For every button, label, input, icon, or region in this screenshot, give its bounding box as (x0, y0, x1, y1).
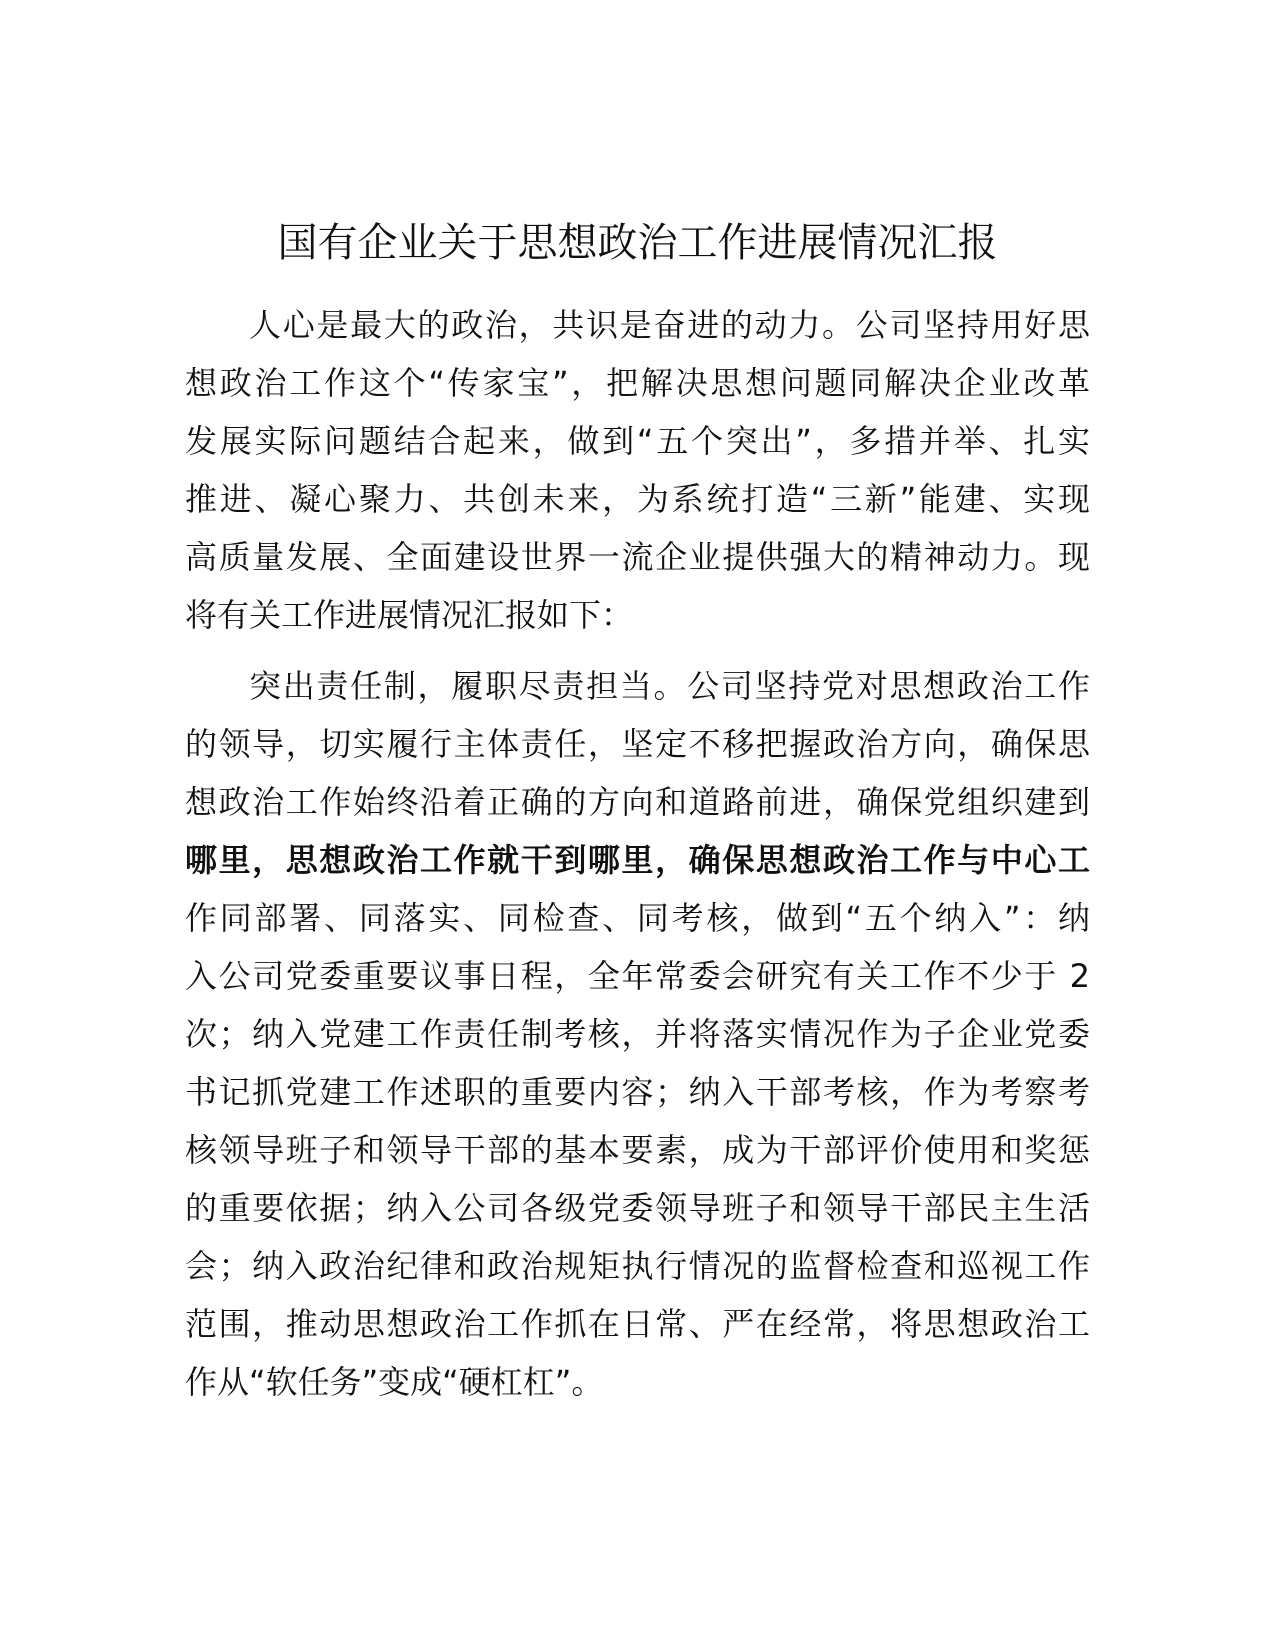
paragraph-intro (185, 296, 1090, 644)
paragraph-line: 想政治工作这个“传家宝”，把解决思想问题同解决企业改革 (185, 364, 1090, 402)
paragraph-line: 核领导班子和领导干部的基本要素，成为干部评价使用和奖惩 (185, 1131, 1090, 1169)
paragraph-line: 书记抓党建工作述职的重要内容；纳入干部考核，作为考察考 (185, 1073, 1090, 1111)
paragraph-line: 会；纳入政治纪律和政治规矩执行情况的监督检查和巡视工作 (185, 1247, 1090, 1285)
paragraph-line: 作从“软任务”变成“硬杠杠”。 (185, 1363, 604, 1401)
paragraph-line: 人心是最大的政治，共识是奋进的动力。公司坚持用好思 (249, 306, 1090, 344)
paragraph-line: 高质量发展、全面建设世界一流企业提供强大的精神动力。现 (185, 538, 1090, 576)
paragraph-line: 推进、凝心聚力、共创未来，为系统打造“三新”能建、实现 (185, 480, 1090, 518)
paragraph-line: 突出责任制，履职尽责担当。公司坚持党对思想政治工作 (249, 667, 1090, 705)
paragraph-line: 次；纳入党建工作责任制考核，并将落实情况作为子企业党委 (185, 1015, 1090, 1053)
paragraph-line: 作同部署、同落实、同检查、同考核，做到“五个纳入”：纳 (185, 899, 1090, 937)
paragraph-line: 范围，推动思想政治工作抓在日常、严在经常，将思想政治工 (185, 1305, 1090, 1343)
paragraph-responsibility (185, 657, 1090, 1411)
document-title: 国有企业关于思想政治工作进展情况汇报 (277, 220, 998, 266)
paragraph-line-bold: 哪里，思想政治工作就干到哪里，确保思想政治工作与中心工 (185, 841, 1090, 879)
paragraph-line: 入公司党委重要议事日程，全年常委会研究有关工作不少于 2 (185, 957, 1090, 995)
paragraph-line: 的重要依据；纳入公司各级党委领导班子和领导干部民主生活 (185, 1189, 1090, 1227)
paragraph-line: 想政治工作始终沿着正确的方向和道路前进，确保党组织建到 (185, 783, 1090, 821)
paragraph-line: 将有关工作进展情况汇报如下： (185, 596, 634, 634)
paragraph-line: 发展实际问题结合起来，做到“五个突出”，多措并举、扎实 (185, 422, 1090, 460)
paragraph-line: 的领导，切实履行主体责任，坚定不移把握政治方向，确保思 (185, 725, 1090, 763)
